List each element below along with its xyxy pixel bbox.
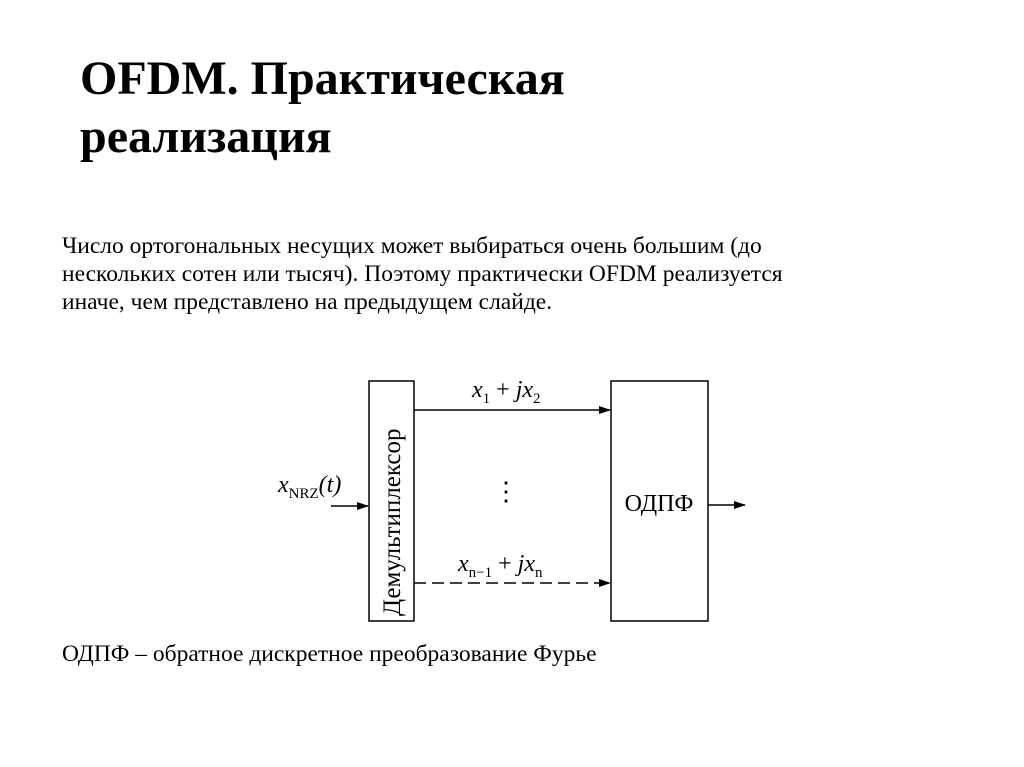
demultiplexer-label: Демультиплексор <box>379 428 406 616</box>
footnote: ОДПФ – обратное дискретное преобразование Фурье <box>62 641 597 667</box>
paragraph-line-3: иначе, чем представлено на предыдущем слайде. <box>62 289 553 315</box>
bottom-subcarrier-label: $x_{n-1} + jx_n$ <box>458 551 543 581</box>
title-line-1: OFDM. Практическая <box>80 52 565 105</box>
top-subcarrier-label: $x_1 + jx_2$ <box>472 377 541 407</box>
ellipsis-dots: ⋮ <box>493 477 519 506</box>
input-signal-label: $x_{NRZ}(t)$ <box>278 472 342 502</box>
paragraph-line-1: Число ортогональных несущих может выбираться очень большим (до <box>62 233 762 259</box>
paragraph-line-2: нескольких сотен или тысяч). Поэтому практически OFDM реализуется <box>62 261 783 287</box>
idft-label: ОДПФ <box>624 491 694 517</box>
title-line-2: реализация <box>80 110 332 163</box>
